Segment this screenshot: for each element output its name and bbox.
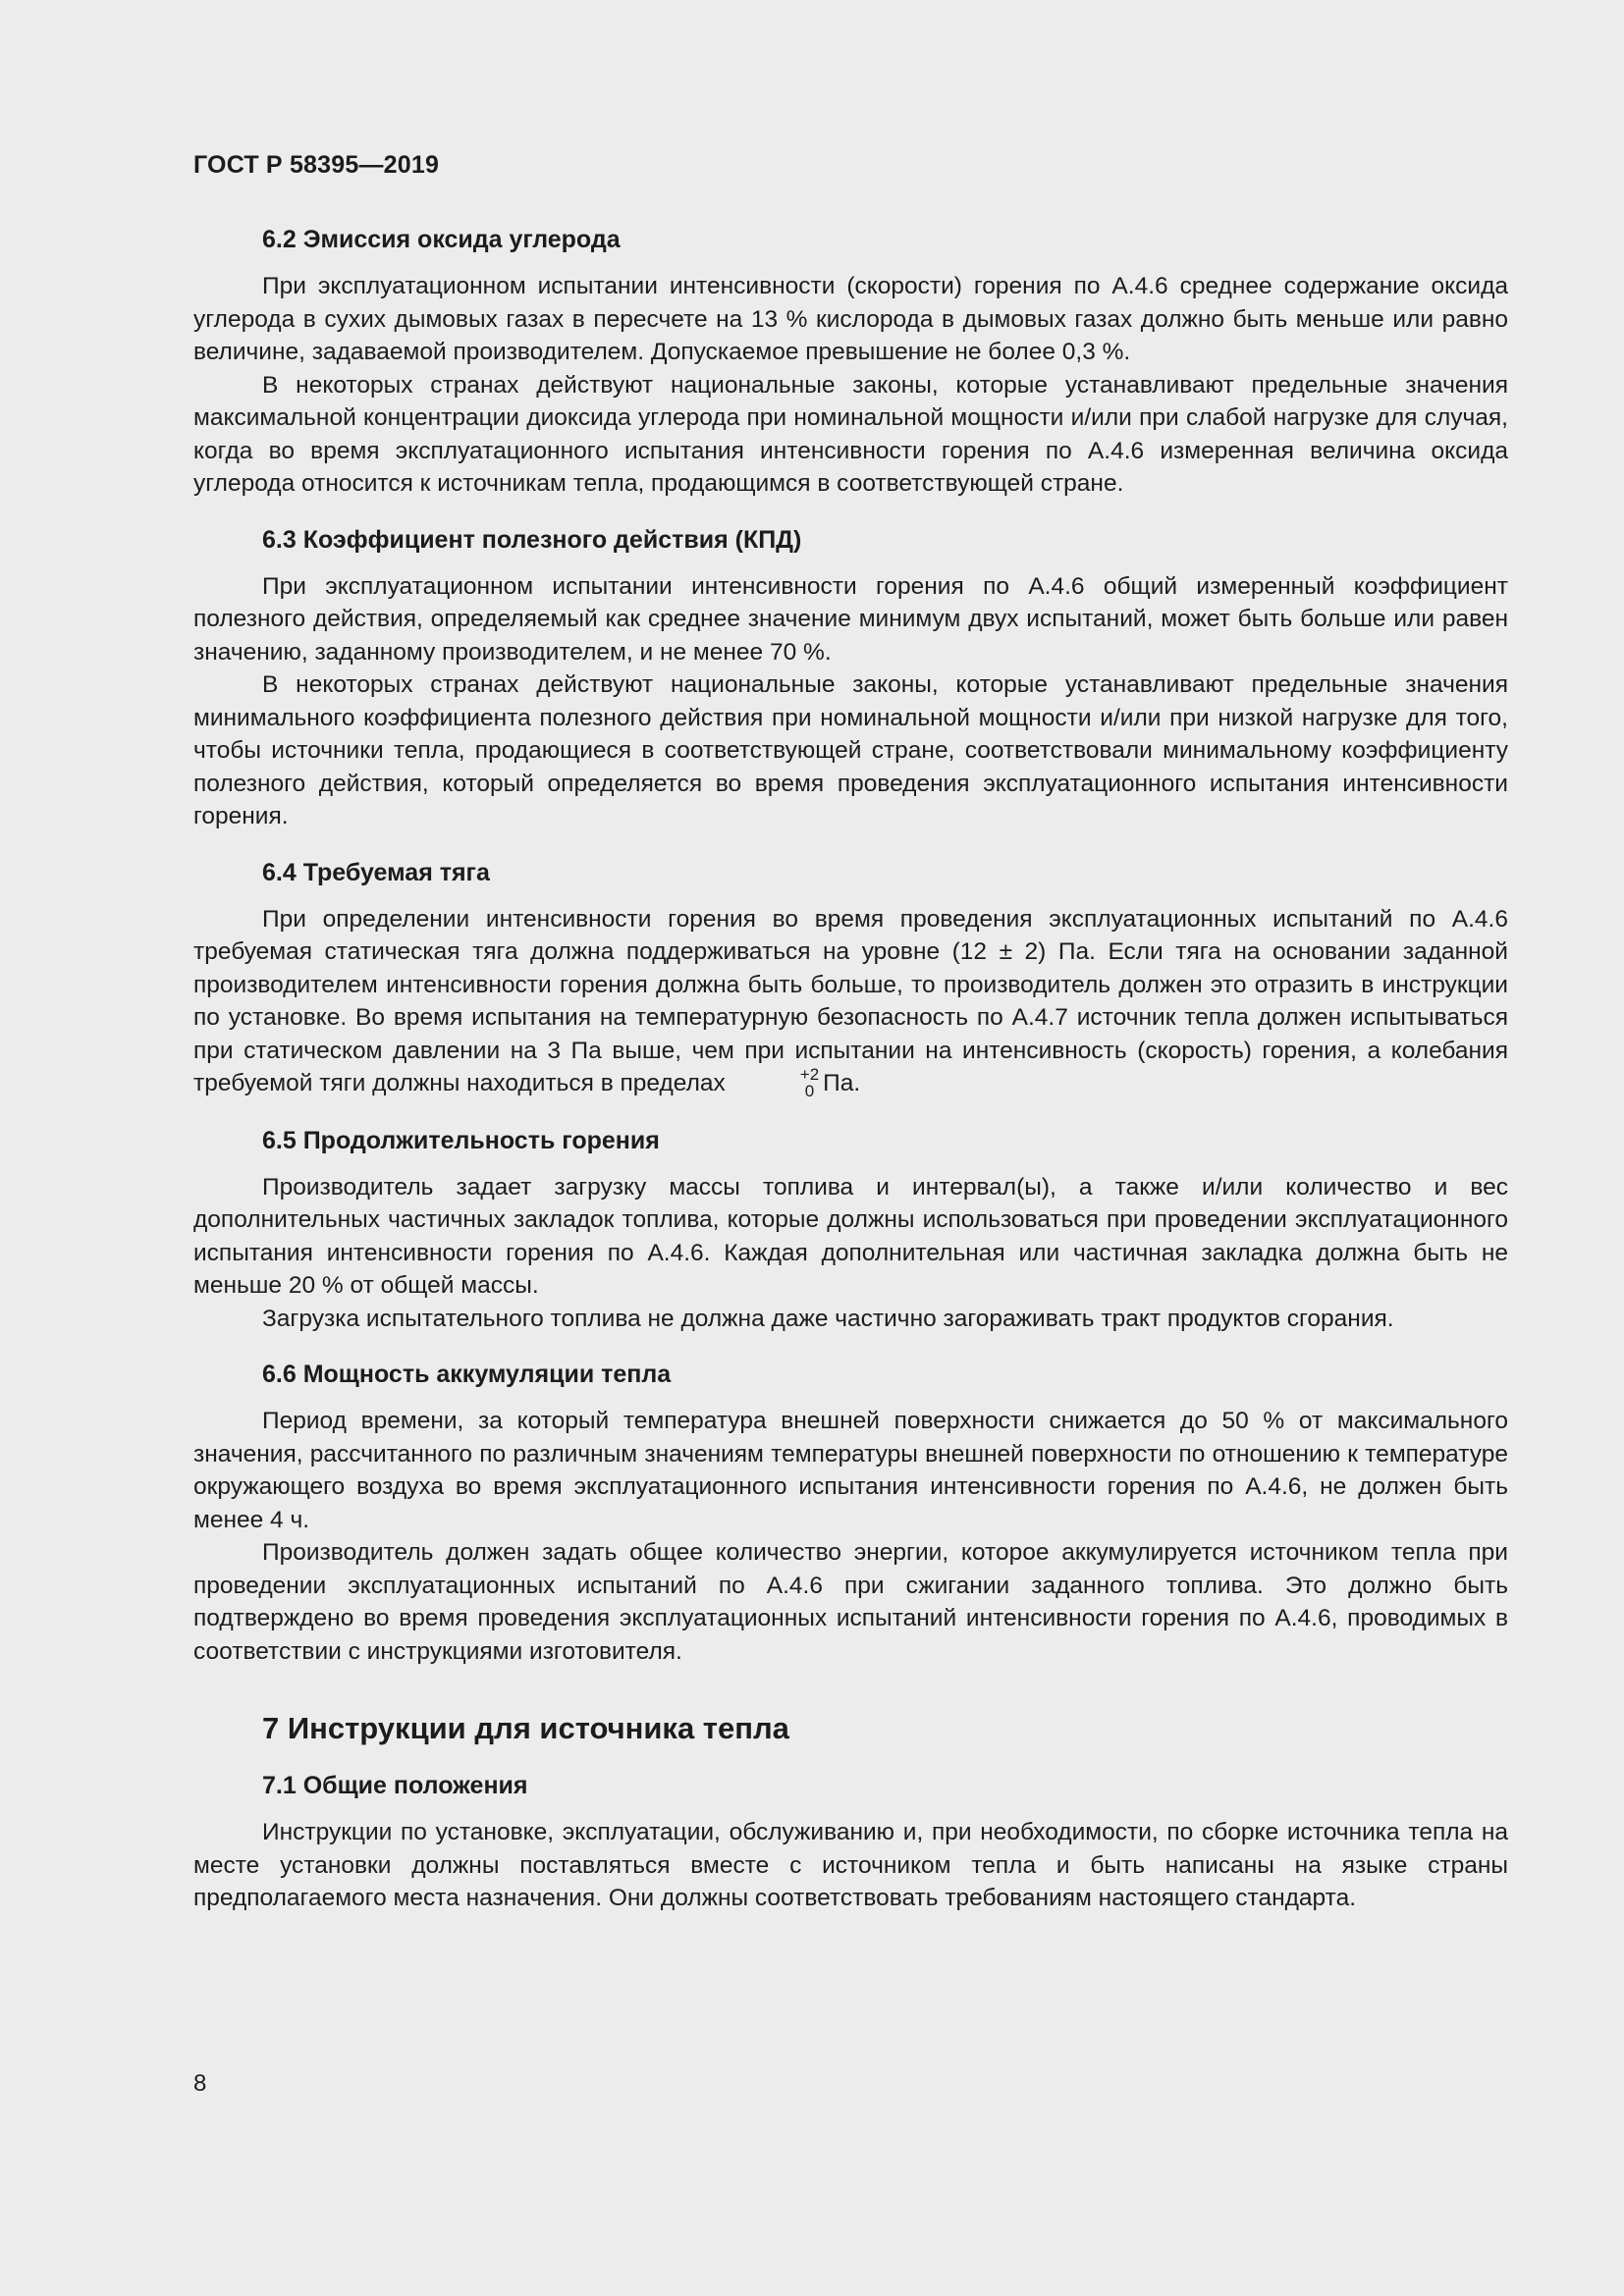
section-heading: 6.4 Требуемая тяга xyxy=(262,858,490,886)
section-heading: 6.3 Коэффициент полезного действия (КПД) xyxy=(262,525,802,554)
section-heading: 6.2 Эмиссия оксида углерода xyxy=(262,226,621,253)
paragraph: В некоторых странах действуют национальные законы, которые устанавливают предельные значения максимальной концентрации диоксида углерода при номинальной мощности и/или при слабой нагрузке для случая, когда во время эксплуатационного испытания интенсивности горения по А.4.6 измеренная величина оксида углерода относится к источникам тепла, продающимся в соответствующей стране. xyxy=(193,371,1508,497)
tolerance-fraction xyxy=(731,1066,819,1099)
tolerance-lower: 0 xyxy=(804,1081,815,1100)
page-number: 8 xyxy=(193,2070,207,2097)
paragraph: При эксплуатационном испытании интенсивности горения по А.4.6 общий измеренный коэффициент полезного действия, определяемый как среднее значение минимум двух испытаний, может быть больше или равен значению, заданному производителем, и не менее 70 %. xyxy=(193,572,1508,666)
paragraph: Инструкции по установке, эксплуатации, обслуживанию и, при необходимости, по сборке источника тепла на месте установки должны поставляться вместе с источником тепла и быть написаны на языке страны предполагаемого места назначения. Они должны соответствовать требованиям настоящего стандарта. xyxy=(193,1819,1508,1912)
section-7-1 xyxy=(193,1770,1508,1915)
section-heading: 6.6 Мощность аккумуляции тепла xyxy=(262,1361,672,1389)
paragraph: В некоторых странах действуют национальные законы, которые устанавливают предельные значения минимального коэффициента полезного действия при номинальной мощности и/или при низкой нагрузке для того, чтобы источники тепла, продающиеся в соответствующей стране, соответствовали минимальному коэффициенту полезного действия, который определяется во время проведения эксплуатационного испытания интенсивности горения. xyxy=(193,671,1508,829)
paragraph: При эксплуатационном испытании интенсивности (скорости) горения по А.4.6 среднее содержание оксида углерода в сухих дымовых газах в пересчете на 13 % кислорода в дымовых газах должно быть меньше или равно величине, задаваемой производителем. Допускаемое превышение не более 0,3 %. xyxy=(193,273,1508,365)
document-page xyxy=(193,147,1508,1939)
section-heading: 7.1 Общие положения xyxy=(262,1772,528,1800)
document-id: ГОСТ Р 58395—2019 xyxy=(193,151,440,179)
section-heading: 6.5 Продолжительность горения xyxy=(262,1126,660,1154)
section-6-3 xyxy=(193,524,1508,833)
paragraph: Производитель задает загрузку массы топлива и интервал(ы), а также и/или количество и вес дополнительных частичных закладок топлива, которые должны использоваться при проведении эксплуатационного испытания интенсивности горения по А.4.6. Каждая дополнительная или частичная закладка должна быть не меньше 20 % от общей массы. xyxy=(193,1173,1508,1300)
paragraph-with-tolerance xyxy=(193,903,1508,1101)
section-6-6 xyxy=(193,1359,1508,1668)
chapter-heading: 7 Инструкции для источника тепла xyxy=(262,1711,789,1746)
section-6-4 xyxy=(193,857,1508,1101)
paragraph: Период времени, за который температура внешней поверхности снижается до 50 % от максимального значения, рассчитанного по различным значениям температуры внешней поверхности по отношению к температуре окружающего воздуха во время эксплуатационного испытания интенсивности горения по А.4.6, не должен быть менее 4 ч. xyxy=(193,1408,1508,1533)
paragraph-text: При определении интенсивности горения во время проведения эксплуатационных испытаний по А.4.6 требуемая статическая тяга должна поддерживаться на уровне (12 ± 2) Па. Если тяга на основании заданной производителем интенсивности горения должна быть больше, то производитель должен это отразить в инструкции по установке. Во время испытания на температурную безопасность по А.4.7 источник тепла должен испытываться при статическом давлении на 3 Па выше, чем при испытании на интенсивность (скорость) горения, а колебания требуемой тяги должны находиться в пределах xyxy=(193,905,1508,1096)
section-6-5 xyxy=(193,1125,1508,1336)
section-6-2 xyxy=(193,224,1508,501)
unit-label: Па. xyxy=(823,1070,861,1096)
tolerance-upper: +2 xyxy=(799,1064,820,1084)
paragraph: Производитель должен задать общее количество энергии, которое аккумулируется источником тепла при проведении эксплуатационных испытаний по А.4.6 при сжигании заданного топлива. Это должно быть подтверждено во время проведения эксплуатационных испытаний интенсивности горения по А.4.6, проводимых в соответствии с инструкциями изготовителя. xyxy=(193,1539,1508,1665)
paragraph: Загрузка испытательного топлива не должна даже частично загораживать тракт продуктов сгорания. xyxy=(262,1305,1394,1332)
